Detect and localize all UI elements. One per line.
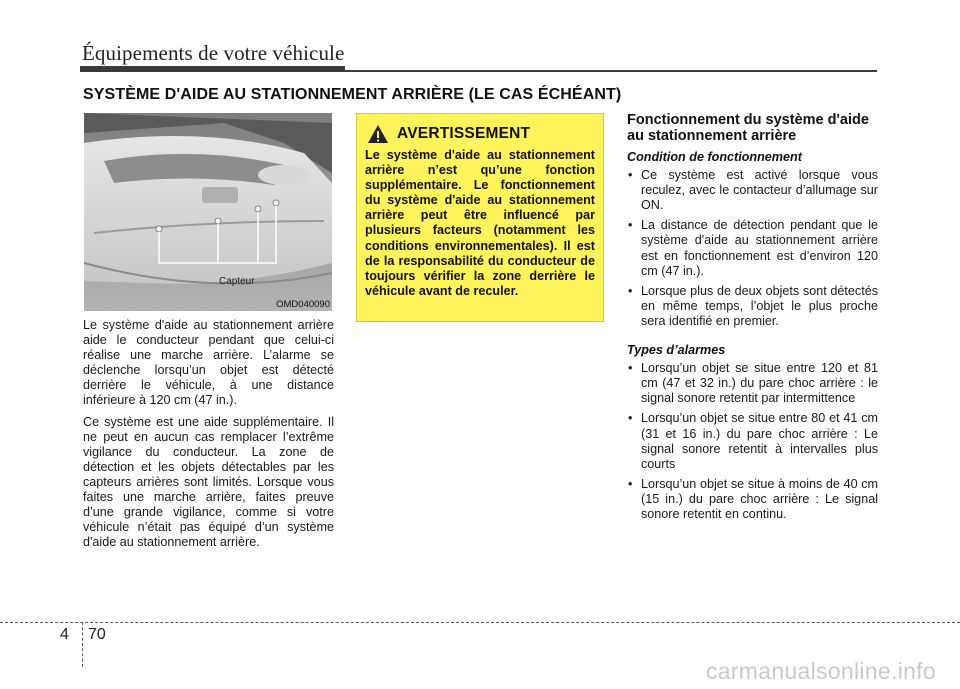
operation-text-column [627,112,878,531]
intro-text-column [83,318,334,556]
intro-paragraph-1: Le système d'aide au stationnement arrière aide le conducteur pendant que celui-ci réalise une marche arrière. L’alarme se déclenche lorsqu’un objet est détecté derrière le véhicule, à une distance inférieure à 120 cm (47 in.). [83,318,334,408]
list-item: • Lorsqu’un objet se situe à moins de 40 cm (15 in.) du pare choc arrière : Le signal sonore retentit en continu. [627,477,878,522]
warning-body: Le système d'aide au stationnement arrière n’est qu’une fonction supplémentaire. Le fonctionnement du système d'aide au stationnement arrière peut être influencé par plusieurs facteurs (notamment les conditions environnementales). Il est de la responsabilité du conducteur de toujours vérifier la zone derrière le véhicule avant de reculer. [365,148,595,298]
car-rear-illustration [84,113,332,311]
list-item: • Lorsqu’un objet se situe entre 120 et 81 cm (47 et 32 in.) du pare choc arrière : le signal sonore retentit par intermittence [627,361,878,406]
intro-paragraph-2: Ce système est une aide supplémentaire. Il ne peut en aucun cas remplacer l’extrême vigilance du conducteur. La zone de détection et les objets détectables par les capteurs arrières sont limités. Lorsque vous faites une marche arrière, faites preuve d’une grande vigilance, comme si votre véhicule n’était pas équipé d’un système d'aide au stationnement arrière. [83,414,334,550]
sensor-label: Capteur [219,276,255,287]
page-header-title: Équipements de votre véhicule [82,41,345,65]
chapter-number: 4 [60,626,69,643]
warning-title: AVERTISSEMENT [397,125,531,142]
photo-code: OMD040090 [276,299,330,310]
list-item: • Lorsqu’un objet se situe entre 80 et 41 cm (31 et 16 in.) du pare choc arrière : Le signal sonore retentit à intervalles plus courts [627,411,878,471]
list-item: • La distance de détection pendant que le système d'aide au stationnement arrière est en fonctionnement est d’environ 120 cm (47 in.). [627,218,878,278]
condition-list [627,168,878,329]
operation-heading: Fonctionnement du système d'aide au stationnement arrière [627,112,869,144]
alarm-subheading: Types d’alarmes [627,343,726,358]
list-item: • Ce système est activé lorsque vous reculez, avec le contacteur d’allumage sur ON. [627,168,878,213]
list-item: • Lorsque plus de deux objets sont détectés en même temps, l’objet le plus proche sera identifié en premier. [627,284,878,329]
footer-divider [82,622,83,667]
condition-subheading: Condition de fonctionnement [627,150,802,164]
rear-bumper-photo [84,113,332,311]
warning-box [356,113,604,322]
warning-icon [367,124,389,144]
page-number: 70 [88,626,106,643]
watermark: carmanualsonline.info [705,658,936,684]
alarm-list [627,361,878,522]
header-rule-thick [80,66,345,72]
footer-rule [0,622,960,623]
header-rule-thin [345,70,877,72]
section-title: SYSTÈME D'AIDE AU STATIONNEMENT ARRIÈRE (LE CAS ÉCHÉANT) [83,86,622,103]
